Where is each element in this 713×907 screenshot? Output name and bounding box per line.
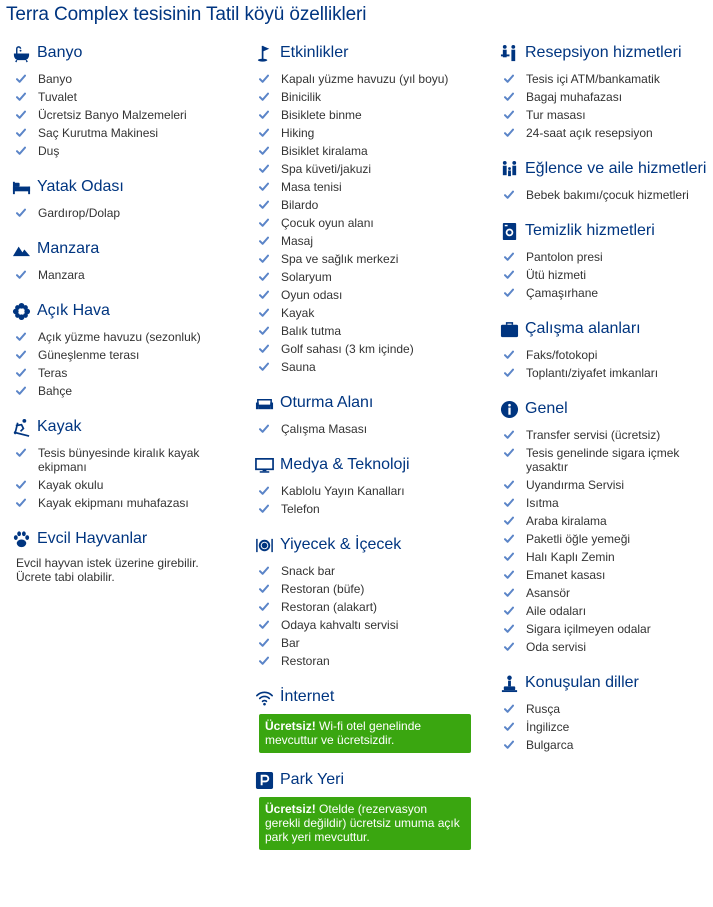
checkmark-icon [504,190,514,200]
paw-icon [10,528,32,550]
checkmark-icon [16,128,26,138]
facility-item [253,322,483,340]
facility-item [10,106,235,124]
section-header [253,532,483,558]
language-icon [498,672,520,694]
facility-item-label: Restoran (büfe) [281,582,365,596]
wifi-icon [253,686,275,708]
checkmark-icon [504,516,514,526]
facility-item [10,88,235,106]
facility-item [253,286,483,304]
checkmark-icon [259,74,269,84]
facility-list [498,186,713,204]
free-label: Ücretsiz! [265,719,316,733]
facility-item-label: Teras [38,366,68,380]
section-header [253,684,483,710]
checkmark-icon [504,588,514,598]
facility-item-label: Bagaj muhafazası [526,90,623,104]
free-notice-text: Otelde (rezervasyon gerekli değildir) ücretsiz umuma açık park yeri mevcuttur. [265,802,460,844]
pet-policy-text: Evcil hayvan istek üzerine girebilir. Ücrete tabi olabilir. [16,556,199,584]
section-manzara [10,236,235,284]
checkmark-icon [504,570,514,580]
facility-list [253,70,483,376]
facility-item-label: Araba kiralama [526,514,607,528]
facility-item-label: Snack bar [281,564,336,578]
facility-item [498,248,713,266]
facility-item [253,580,483,598]
checkmark-icon [504,74,514,84]
checkmark-icon [259,486,269,496]
facility-item-label: Asansör [526,586,571,600]
checkmark-icon [16,110,26,120]
section-title: Park Yeri [280,771,345,788]
section-title: Oturma Alanı [280,394,374,411]
facility-list [498,346,713,382]
facility-item [498,736,713,754]
section-header [10,526,235,552]
bed-icon [10,176,32,198]
facility-item-label: Paketli öğle yemeği [526,532,631,546]
facility-item [498,266,713,284]
facility-item [10,364,235,382]
facility-list [253,562,483,670]
facility-item [253,500,483,518]
facility-item-label: Pantolon presi [526,250,603,264]
section-header [10,298,235,324]
checkmark-icon [259,236,269,246]
facility-item [10,444,235,476]
facilities-column-3 [498,40,713,768]
section-kayak [10,414,235,512]
facility-item-label: Aile odaları [526,604,587,618]
facility-item [253,340,483,358]
facility-list [10,266,235,284]
facility-item-label: Çocuk oyun alanı [281,216,374,230]
facility-item [498,106,713,124]
facility-item-label: Ücretsiz Banyo Malzemeleri [38,108,187,122]
facility-item-label: Tesis bünyesinde kiralık kayak ekipmanı [38,446,200,474]
facility-item [498,346,713,364]
section-title: Açık Hava [37,302,110,319]
facility-item [10,346,235,364]
facility-item-label: Binicilik [281,90,322,104]
facility-item-label: Oda servisi [526,640,587,654]
facility-item [253,616,483,634]
section-temizlik-hizmetleri [498,218,713,302]
checkmark-icon [16,350,26,360]
section-evcil-hayvanlar [10,526,235,584]
facility-list [10,444,235,512]
facility-item [498,364,713,382]
facility-item-label: Açık yüzme havuzu (sezonluk) [38,330,201,344]
section-resepsiyon-hizmetleri [498,40,713,142]
facility-item-label: Emanet kasası [526,568,606,582]
checkmark-icon [504,624,514,634]
family-icon [498,158,520,180]
checkmark-icon [504,110,514,120]
facility-item-label: Bisiklete binme [281,108,362,122]
section-title: Çalışma alanları [525,320,641,337]
section-header [498,670,713,696]
checkmark-icon [16,498,26,508]
facility-item [498,566,713,584]
facility-item-label: Telefon [281,502,320,516]
facility-item-label: Toplantı/ziyafet imkanları [526,366,659,380]
free-notice-badge [259,714,471,753]
facility-item-label: Kayak [281,306,315,320]
section-yiyecek-and-icecek [253,532,483,670]
facility-item [253,598,483,616]
checkmark-icon [504,270,514,280]
facility-item-label: Isıtma [526,496,559,510]
checkmark-icon [504,740,514,750]
checkmark-icon [259,326,269,336]
checkmark-icon [504,498,514,508]
section-title: Medya & Teknoloji [280,456,410,473]
checkmark-icon [259,218,269,228]
checkmark-icon [259,344,269,354]
facility-item-label: Restoran [281,654,330,668]
checkmark-icon [259,656,269,666]
section-etkinlikler [253,40,483,376]
bath-icon [10,42,32,64]
section-header [498,218,713,244]
facility-item [498,444,713,476]
section-title: Genel [525,400,568,417]
checkmark-icon [16,208,26,218]
checkmark-icon [16,74,26,84]
facility-item-label: Tur masası [526,108,586,122]
section-title: Konuşulan diller [525,674,639,691]
section-title: İnternet [280,688,335,705]
checkmark-icon [504,534,514,544]
checkmark-icon [504,480,514,490]
facility-item [253,358,483,376]
facility-item-label: Spa küveti/jakuzi [281,162,372,176]
checkmark-icon [259,146,269,156]
section-title: Kayak [37,418,82,435]
facility-item [253,634,483,652]
facility-item [498,476,713,494]
mountain-icon [10,238,32,260]
facility-item-label: Kayak ekipmanı muhafazası [38,496,189,510]
facility-item-label: Hiking [281,126,315,140]
facility-item-label: Bulgarca [526,738,574,752]
facility-list [498,700,713,754]
facility-item [10,476,235,494]
checkmark-icon [16,332,26,342]
section-konusulan-diller [498,670,713,754]
facility-item-label: Transfer servisi (ücretsiz) [526,428,661,442]
facility-list [10,70,235,160]
facility-item [253,106,483,124]
facility-list [498,248,713,302]
section-header [10,40,235,66]
facility-item-label: İngilizce [526,720,570,734]
facility-item-label: Bebek bakımı/çocuk hizmetleri [526,188,689,202]
checkmark-icon [504,606,514,616]
checkmark-icon [259,200,269,210]
facility-item [498,602,713,620]
section-title: Yatak Odası [37,178,124,195]
checkmark-icon [504,128,514,138]
facility-list [253,482,483,518]
facility-item-label: Bahçe [38,384,73,398]
facility-item [253,178,483,196]
facility-item [253,420,483,438]
section-title: Resepsiyon hizmetleri [525,44,682,61]
section-title: Etkinlikler [280,44,349,61]
facility-item-label: Masa tenisi [281,180,342,194]
facility-item [498,638,713,656]
facility-item-label: Ütü hizmeti [526,268,587,282]
checkmark-icon [16,146,26,156]
facility-item-label: Uyandırma Servisi [526,478,625,492]
facility-item-label: Manzara [38,268,85,282]
facility-item-label: Güneşlenme terası [38,348,140,362]
checkmark-icon [504,642,514,652]
facility-item-label: Odaya kahvaltı servisi [281,618,399,632]
plate-icon [253,534,275,556]
checkmark-icon [259,290,269,300]
facility-item [498,426,713,444]
facility-item [498,284,713,302]
checkmark-icon [259,128,269,138]
facility-item-label: Tesis içi ATM/bankamatik [526,72,660,86]
section-internet [253,684,483,753]
facility-item [10,124,235,142]
checkmark-icon [504,350,514,360]
checkmark-icon [259,110,269,120]
facility-item-label: Çamaşırhane [526,286,599,300]
facility-item [498,70,713,88]
facility-list [10,328,235,400]
facility-item-label: Spa ve sağlık merkezi [281,252,399,266]
facility-item [498,494,713,512]
facility-item [10,266,235,284]
facility-item [253,70,483,88]
facility-item [498,88,713,106]
facility-item [10,494,235,512]
checkmark-icon [504,252,514,262]
checkmark-icon [259,424,269,434]
facility-item [253,250,483,268]
facility-item [498,584,713,602]
facility-item [253,196,483,214]
facility-item [253,562,483,580]
checkmark-icon [504,430,514,440]
section-genel [498,396,713,656]
facility-list [498,70,713,142]
facility-item-label: Halı Kaplı Zemin [526,550,615,564]
facility-item [10,328,235,346]
facility-item-label: Restoran (alakart) [281,600,378,614]
facility-item-label: Sigara içilmeyen odalar [526,622,651,636]
checkmark-icon [504,722,514,732]
facility-item [498,620,713,638]
checkmark-icon [16,92,26,102]
checkmark-icon [259,362,269,372]
section-title: Manzara [37,240,100,257]
facility-item-label: Banyo [38,72,73,86]
facility-item-label: Oyun odası [281,288,343,302]
section-title: Banyo [37,44,83,61]
free-notice-badge [259,797,471,850]
checkmark-icon [16,448,26,458]
section-calisma-alanlari [498,316,713,382]
facility-item-label: Kayak okulu [38,478,104,492]
facility-item [253,214,483,232]
facility-item-label: Tuvalet [38,90,77,104]
golf-icon [253,42,275,64]
section-acik-hava [10,298,235,400]
checkmark-icon [259,164,269,174]
section-header [498,316,713,342]
section-header [253,767,483,793]
facility-list [498,426,713,656]
facilities-column-2 [253,40,483,864]
checkmark-icon [16,270,26,280]
section-header [253,390,483,416]
checkmark-icon [259,620,269,630]
facility-item-label: Bisiklet kiralama [281,144,368,158]
facility-item [10,142,235,160]
facility-item [498,700,713,718]
facility-item-label: Faks/fotokopi [526,348,598,362]
facility-item-label: Tesis genelinde sigara içmek yasaktır [526,446,680,474]
monitor-icon [253,454,275,476]
skier-icon [10,416,32,438]
facility-item [253,142,483,160]
facility-item [253,304,483,322]
facility-item-label: Rusça [526,702,561,716]
facility-item [498,548,713,566]
facility-item-label: Duş [38,144,60,158]
section-title: Yiyecek & İçecek [280,536,402,553]
facility-item [253,160,483,178]
checkmark-icon [259,92,269,102]
section-header [498,156,713,182]
facility-item-label: Bar [281,636,300,650]
checkmark-icon [504,704,514,714]
facility-item [253,88,483,106]
section-yatak-odasi [10,174,235,222]
section-header [498,396,713,422]
checkmark-icon [16,480,26,490]
facility-item [10,382,235,400]
checkmark-icon [504,92,514,102]
checkmark-icon [259,182,269,192]
section-banyo [10,40,235,160]
section-header [253,452,483,478]
facility-item [10,204,235,222]
facility-item [253,268,483,286]
facility-item [498,512,713,530]
free-notice-text: Wi-fi otel genelinde mevcuttur ve ücretsizdir. [265,719,422,747]
section-title: Temizlik hizmetleri [525,222,655,239]
checkmark-icon [16,368,26,378]
facility-item [10,70,235,88]
facility-item [253,482,483,500]
facility-item-label: Kablolu Yayın Kanalları [281,484,405,498]
facility-item-label: Kapalı yüzme havuzu (yıl boyu) [281,72,449,86]
facility-list [10,204,235,222]
facility-item [253,124,483,142]
checkmark-icon [16,386,26,396]
facility-item-label: 24-saat açık resepsiyon [526,126,653,140]
facility-item-label: Balık tutma [281,324,342,338]
facility-item-label: Bilardo [281,198,319,212]
section-title: Evcil Hayvanlar [37,530,148,547]
parking-icon [253,769,275,791]
section-header [10,236,235,262]
facility-item [253,652,483,670]
checkmark-icon [504,368,514,378]
page-title: Terra Complex tesisinin Tatil köyü özellikleri [6,4,367,25]
facilities-column-1 [10,40,235,598]
facility-item-label: Solaryum [281,270,332,284]
checkmark-icon [259,272,269,282]
checkmark-icon [259,602,269,612]
section-medya-and-teknoloji [253,452,483,518]
section-header [498,40,713,66]
section-header [10,414,235,440]
facility-item-label: Saç Kurutma Makinesi [38,126,159,140]
washing-machine-icon [498,220,520,242]
facility-item [253,232,483,250]
free-label: Ücretsiz! [265,802,316,816]
checkmark-icon [259,254,269,264]
facility-item-label: Masaj [281,234,314,248]
checkmark-icon [504,448,514,458]
section-title: Eğlence ve aile hizmetleri [525,160,707,177]
section-eglence-ve-aile-hizmetleri [498,156,713,204]
facility-item-label: Sauna [281,360,316,374]
checkmark-icon [504,552,514,562]
info-icon [498,398,520,420]
section-header [253,40,483,66]
facility-item [498,186,713,204]
facility-item [498,718,713,736]
section-oturma-alani [253,390,483,438]
section-park-yeri [253,767,483,850]
checkmark-icon [259,566,269,576]
checkmark-icon [504,288,514,298]
facility-list [253,420,483,438]
facility-item [498,530,713,548]
sofa-icon [253,392,275,414]
section-header [10,174,235,200]
facility-item-label: Çalışma Masası [281,422,368,436]
checkmark-icon [259,638,269,648]
facility-item [498,124,713,142]
facility-item-label: Golf sahası (3 km içinde) [281,342,414,356]
facility-item-label: Gardırop/Dolap [38,206,121,220]
briefcase-icon [498,318,520,340]
checkmark-icon [259,308,269,318]
reception-icon [498,42,520,64]
checkmark-icon [259,584,269,594]
checkmark-icon [259,504,269,514]
flower-icon [10,300,32,322]
